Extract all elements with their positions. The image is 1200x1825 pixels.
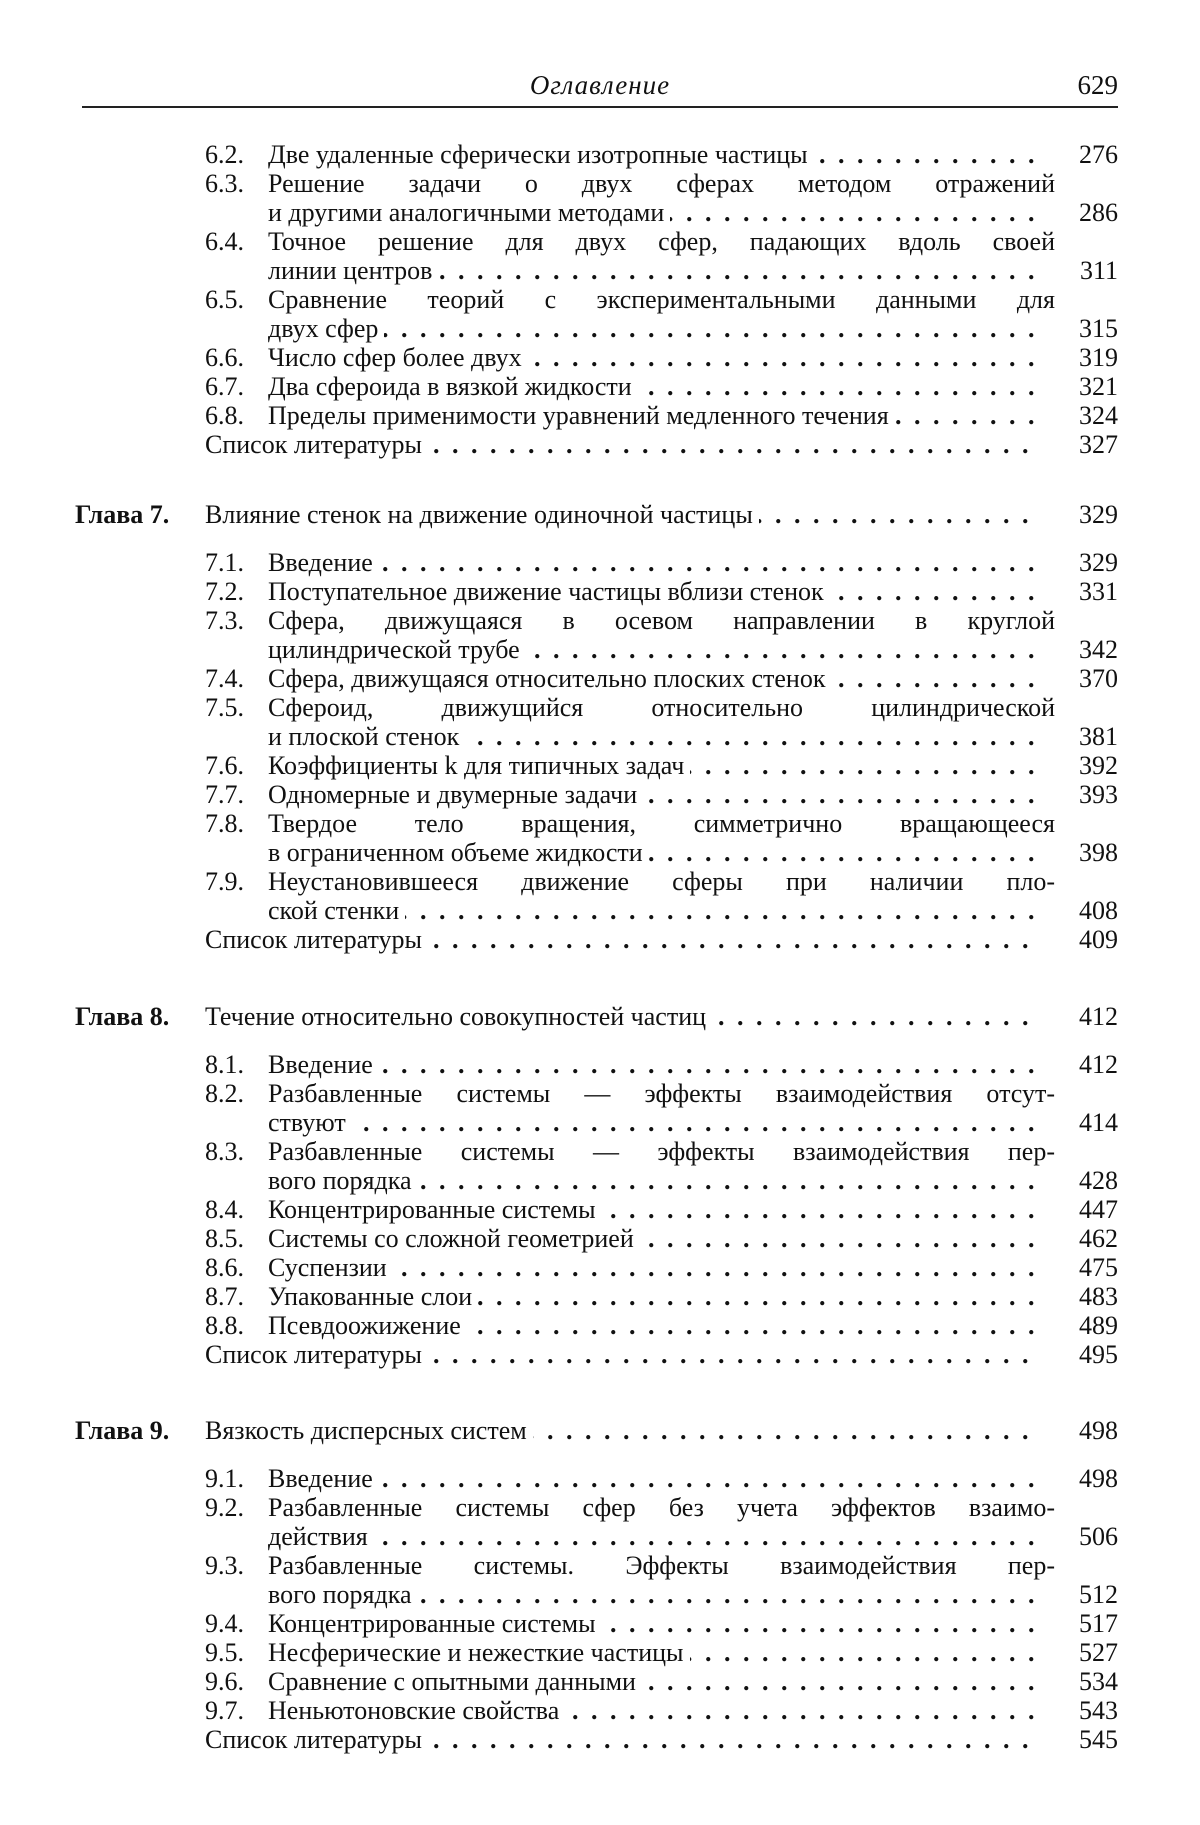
section-page-number: 286 <box>1079 198 1118 227</box>
section-page-number: 534 <box>1079 1667 1118 1696</box>
section-page-number: 319 <box>1079 343 1118 372</box>
section-title-line <box>268 198 1035 227</box>
entry-text: линии центров <box>268 256 438 285</box>
section-page-number: 462 <box>1079 1224 1118 1253</box>
section-title-line <box>268 1311 1035 1340</box>
entry-text: Введение <box>268 548 379 577</box>
chapter-title-text: Вязкость дисперсных систем <box>205 1416 533 1445</box>
section-page-number: 475 <box>1079 1253 1118 1282</box>
section-title-line <box>268 664 1035 693</box>
chapter-title <box>205 1002 1035 1031</box>
section-title-line <box>268 1224 1035 1253</box>
section-page-number: 381 <box>1079 722 1118 751</box>
entry-text: Список литературы <box>205 925 428 954</box>
entry-text: Системы со сложной геометрией <box>268 1224 640 1253</box>
section-title-line: Твердое тело вращения, симметрично вращающееся <box>268 809 1055 838</box>
section-title-line <box>268 140 1035 169</box>
running-head <box>82 66 1118 104</box>
section-page-number: 370 <box>1079 664 1118 693</box>
entry-text: Концентрированные системы <box>268 1609 602 1638</box>
section-page-number: 393 <box>1079 780 1118 809</box>
section-page-number: 447 <box>1079 1195 1118 1224</box>
section-title-line: Разбавленные системы — эффекты взаимодействия отсут- <box>268 1079 1055 1108</box>
entry-text: цилиндрической трубе <box>268 635 526 664</box>
section-number: 9.4. <box>205 1609 244 1638</box>
section-title-line <box>268 1464 1035 1493</box>
section-title-line <box>268 722 1035 751</box>
entry-text: Две удаленные сферически изотропные частицы <box>268 140 814 169</box>
section-page-number: 498 <box>1079 1464 1118 1493</box>
section-page-number: 506 <box>1079 1522 1118 1551</box>
section-title-line <box>268 256 1035 285</box>
entry-text: Концентрированные системы <box>268 1195 602 1224</box>
section-number: 7.2. <box>205 577 244 606</box>
section-title-line <box>268 838 1035 867</box>
entry-text: Сравнение с опытными данными <box>268 1667 642 1696</box>
entry-text: Коэффициенты k для типичных задач <box>268 751 690 780</box>
section-title-line <box>268 1195 1035 1224</box>
section-number: 7.1. <box>205 548 244 577</box>
section-page-number: 324 <box>1079 401 1118 430</box>
chapter-label: Глава 9. <box>75 1416 170 1445</box>
section-title-line <box>268 1108 1035 1137</box>
section-page-number: 428 <box>1079 1166 1118 1195</box>
section-title-line <box>268 372 1035 401</box>
entry-text: Псевдоожижение <box>268 1311 467 1340</box>
section-number: 7.5. <box>205 693 244 722</box>
references-title <box>205 925 1035 954</box>
section-title-line <box>268 1282 1035 1311</box>
section-title-line <box>268 577 1035 606</box>
section-number: 7.7. <box>205 780 244 809</box>
section-title-line <box>268 635 1035 664</box>
section-number: 9.7. <box>205 1696 244 1725</box>
section-number: 6.5. <box>205 285 244 314</box>
section-page-number: 527 <box>1079 1638 1118 1667</box>
entry-text: Сфера, движущаяся относительно плоских стенок <box>268 664 831 693</box>
section-number: 9.6. <box>205 1667 244 1696</box>
section-number: 8.3. <box>205 1137 244 1166</box>
section-number: 9.3. <box>205 1551 244 1580</box>
chapter-page-number: 498 <box>1079 1416 1118 1445</box>
section-title-line: Сравнение теорий с экспериментальными данными для <box>268 285 1055 314</box>
section-title-line: Сфера, движущаяся в осевом направлении в круглой <box>268 606 1055 635</box>
section-number: 6.6. <box>205 343 244 372</box>
entry-text: и плоской стенок <box>268 722 465 751</box>
section-title-line: Разбавленные системы сфер без учета эффектов взаимо- <box>268 1493 1055 1522</box>
running-head-page-number: 629 <box>1077 70 1118 100</box>
section-title-line <box>268 1609 1035 1638</box>
section-number: 6.4. <box>205 227 244 256</box>
chapter-title <box>205 500 1035 529</box>
entry-text: Пределы применимости уравнений медленного течения <box>268 401 895 430</box>
entry-text: Одномерные и двумерные задачи <box>268 780 643 809</box>
section-title-line <box>268 780 1035 809</box>
entry-text: Число сфер более двух <box>268 343 528 372</box>
entry-text: Суспензии <box>268 1253 393 1282</box>
section-page-number: 489 <box>1079 1311 1118 1340</box>
entry-text: в ограниченном объеме жидкости <box>268 838 649 867</box>
section-page-number: 331 <box>1079 577 1118 606</box>
section-number: 7.3. <box>205 606 244 635</box>
section-page-number: 495 <box>1079 1340 1118 1369</box>
section-title-line <box>268 1253 1035 1282</box>
chapter-label: Глава 7. <box>75 500 170 529</box>
entry-text: Список литературы <box>205 1725 428 1754</box>
section-number: 7.6. <box>205 751 244 780</box>
references-title <box>205 1725 1035 1754</box>
section-title-line <box>268 314 1035 343</box>
section-number: 6.2. <box>205 140 244 169</box>
section-page-number: 545 <box>1079 1725 1118 1754</box>
chapter-page-number: 329 <box>1079 500 1118 529</box>
section-title-line <box>268 1638 1035 1667</box>
section-page-number: 409 <box>1079 925 1118 954</box>
section-number: 8.1. <box>205 1050 244 1079</box>
header-rule <box>82 106 1118 108</box>
section-number: 8.4. <box>205 1195 244 1224</box>
section-title-line <box>268 548 1035 577</box>
section-number: 9.5. <box>205 1638 244 1667</box>
section-title-line <box>268 1166 1035 1195</box>
section-number: 8.5. <box>205 1224 244 1253</box>
entry-text: Упакованные слои <box>268 1282 478 1311</box>
entry-text: вого порядка <box>268 1580 418 1609</box>
section-number: 7.9. <box>205 867 244 896</box>
section-number: 8.2. <box>205 1079 244 1108</box>
section-title-line <box>268 751 1035 780</box>
entry-text: и другими аналогичными методами <box>268 198 670 227</box>
section-title-line <box>268 401 1035 430</box>
section-page-number: 392 <box>1079 751 1118 780</box>
section-title-line <box>268 1696 1035 1725</box>
section-title-line <box>268 1050 1035 1079</box>
entry-text: вого порядка <box>268 1166 418 1195</box>
chapter-label: Глава 8. <box>75 1002 170 1031</box>
section-number: 6.3. <box>205 169 244 198</box>
entry-text: Неньютоновские свойства <box>268 1696 565 1725</box>
section-page-number: 342 <box>1079 635 1118 664</box>
section-page-number: 408 <box>1079 896 1118 925</box>
section-title-line <box>268 896 1035 925</box>
section-page-number: 321 <box>1079 372 1118 401</box>
references-title <box>205 1340 1035 1369</box>
section-title-line: Неустановившееся движение сферы при наличии пло- <box>268 867 1055 896</box>
section-title-line <box>268 1580 1035 1609</box>
section-page-number: 412 <box>1079 1050 1118 1079</box>
section-page-number: 329 <box>1079 548 1118 577</box>
section-page-number: 315 <box>1079 314 1118 343</box>
chapter-title-text: Течение относительно совокупностей частиц <box>205 1002 712 1031</box>
entry-text: Поступательное движение частицы вблизи стенок <box>268 577 830 606</box>
section-number: 9.2. <box>205 1493 244 1522</box>
section-page-number: 512 <box>1079 1580 1118 1609</box>
section-title-line <box>268 1667 1035 1696</box>
section-page-number: 276 <box>1079 140 1118 169</box>
section-title-line: Разбавленные системы. Эффекты взаимодействия пер- <box>268 1551 1055 1580</box>
section-page-number: 414 <box>1079 1108 1118 1137</box>
section-title-line <box>268 343 1035 372</box>
section-title-line <box>268 1522 1035 1551</box>
references-title <box>205 430 1035 459</box>
running-head-title: Оглавление <box>529 70 671 100</box>
section-number: 7.8. <box>205 809 244 838</box>
section-page-number: 517 <box>1079 1609 1118 1638</box>
section-number: 9.1. <box>205 1464 244 1493</box>
section-title-line: Сфероид, движущийся относительно цилиндрической <box>268 693 1055 722</box>
entry-text: ствуют <box>268 1108 352 1137</box>
entry-text: Список литературы <box>205 1340 428 1369</box>
entry-text: действия <box>268 1522 374 1551</box>
section-page-number: 311 <box>1079 256 1118 285</box>
section-number: 8.7. <box>205 1282 244 1311</box>
entry-text: Введение <box>268 1050 379 1079</box>
section-number: 7.4. <box>205 664 244 693</box>
section-title-line: Решение задачи о двух сферах методом отражений <box>268 169 1055 198</box>
section-number: 8.8. <box>205 1311 244 1340</box>
entry-text: Несферические и нежесткие частицы <box>268 1638 690 1667</box>
section-page-number: 398 <box>1079 838 1118 867</box>
section-number: 8.6. <box>205 1253 244 1282</box>
entry-text: ской стенки <box>268 896 405 925</box>
section-page-number: 327 <box>1079 430 1118 459</box>
section-title-line: Точное решение для двух сфер, падающих вдоль своей <box>268 227 1055 256</box>
chapter-page-number: 412 <box>1079 1002 1118 1031</box>
section-page-number: 483 <box>1079 1282 1118 1311</box>
section-page-number: 543 <box>1079 1696 1118 1725</box>
chapter-title-text: Влияние стенок на движение одиночной частицы <box>205 500 759 529</box>
section-number: 6.7. <box>205 372 244 401</box>
entry-text: Список литературы <box>205 430 428 459</box>
section-title-line: Разбавленные системы — эффекты взаимодействия пер- <box>268 1137 1055 1166</box>
section-number: 6.8. <box>205 401 244 430</box>
entry-text: Введение <box>268 1464 379 1493</box>
entry-text: Два сфероида в вязкой жидкости <box>268 372 638 401</box>
chapter-title <box>205 1416 1035 1445</box>
entry-text: двух сфер <box>268 314 384 343</box>
